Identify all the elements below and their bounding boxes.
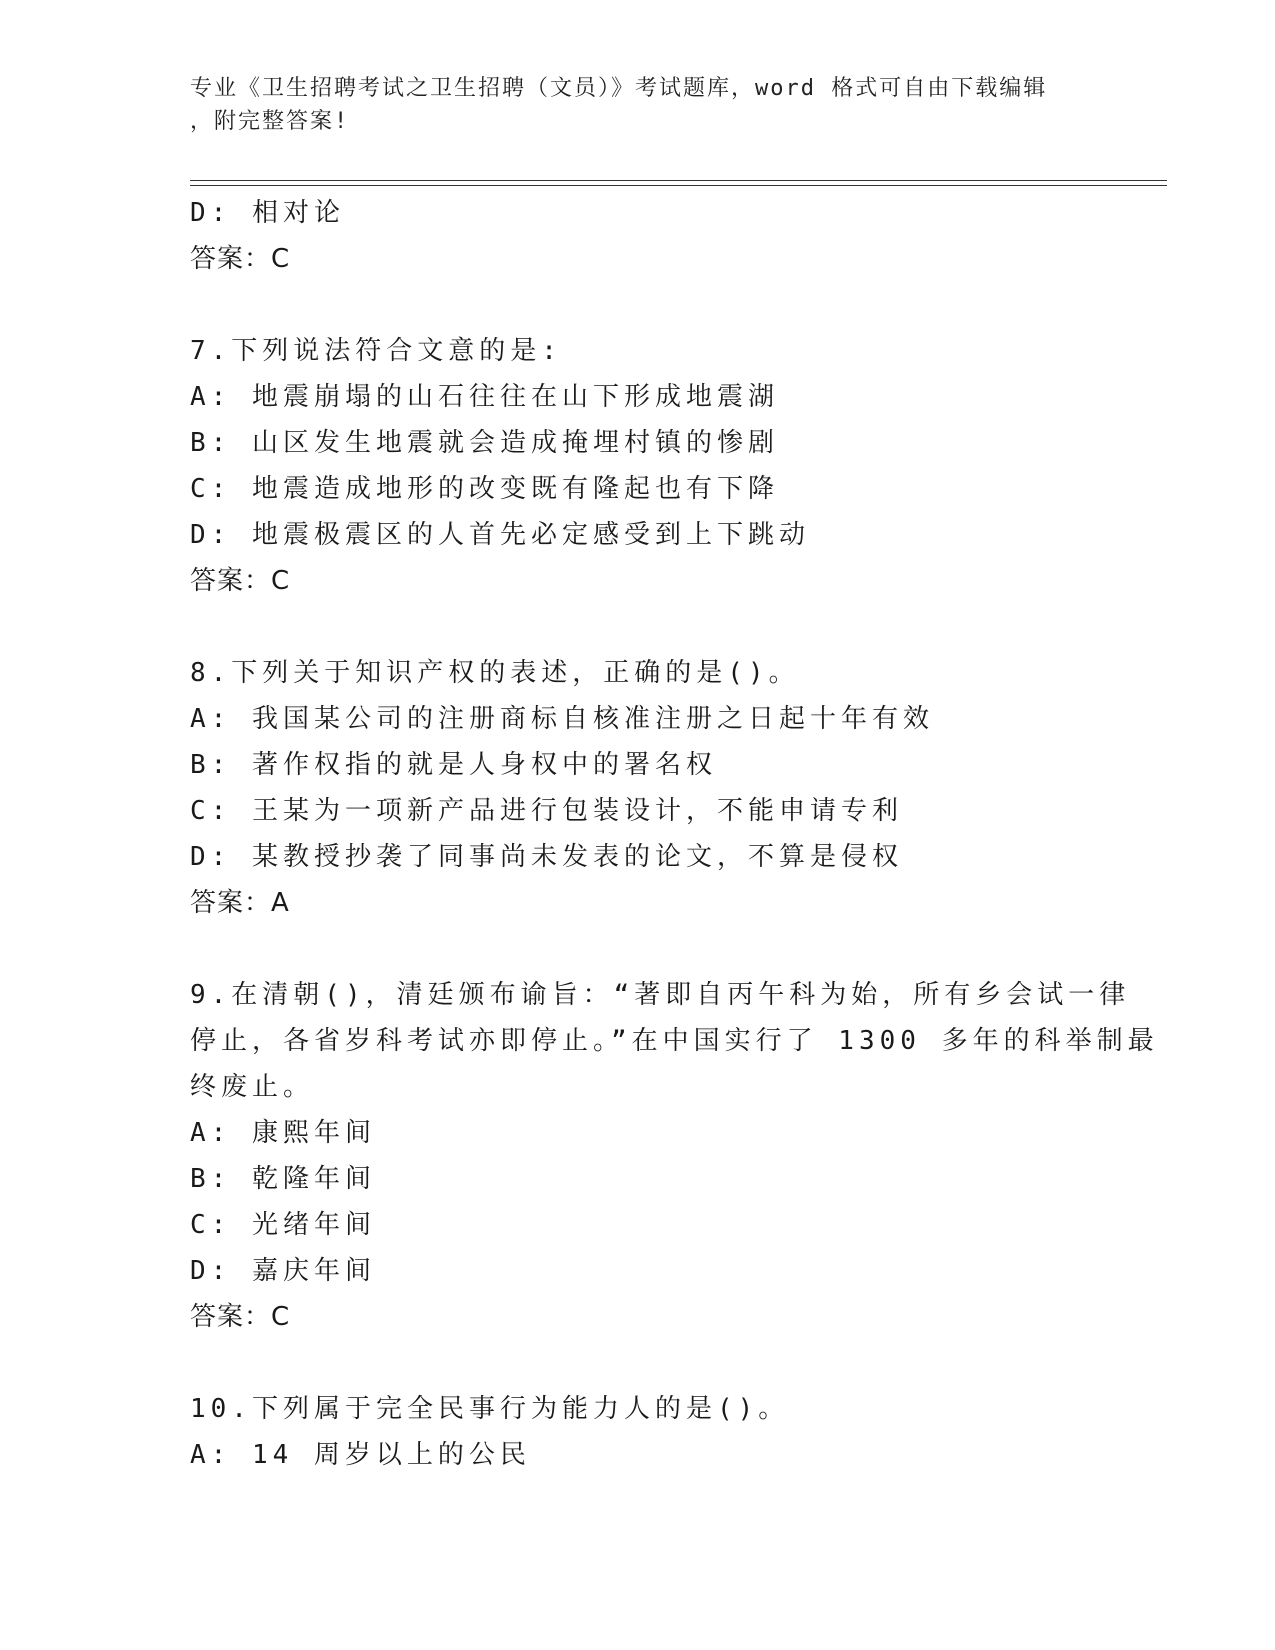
question-stem-line-3: 终废止。 [190,1072,315,1102]
question-6-tail [190,190,1110,282]
question-7 [190,328,1110,604]
spacer [190,282,1110,328]
question-10 [190,1386,1110,1478]
option-d: D: 地震极震区的人首先必定感受到上下跳动 [190,520,810,550]
question-stem: 10.下列属于完全民事行为能力人的是()。 [190,1394,790,1424]
answer: 答案：A [190,888,290,918]
spacer [190,1340,1110,1386]
header-divider-top [190,180,1167,181]
option-a: A: 14 周岁以上的公民 [190,1440,531,1470]
question-list [190,190,1159,1478]
header-line-2: ，附完整答案! [190,109,350,134]
question-9 [190,972,1159,1340]
question-stem: 7.下列说法符合文意的是: [190,336,562,366]
option-c: C: 地震造成地形的改变既有隆起也有下降 [190,474,779,504]
option-a: A: 地震崩塌的山石往往在山下形成地震湖 [190,382,779,412]
option-a: A: 康熙年间 [190,1118,376,1148]
answer: 答案：C [190,566,291,596]
question-stem: 8.下列关于知识产权的表述，正确的是()。 [190,658,800,688]
spacer [190,926,1110,972]
option-d: D: 某教授抄袭了同事尚未发表的论文，不算是侵权 [190,842,903,872]
option-c: C: 王某为一项新产品进行包装设计，不能申请专利 [190,796,903,826]
option-d: D: 嘉庆年间 [190,1256,376,1286]
option-b: B: 著作权指的就是人身权中的署名权 [190,750,717,780]
document-header [190,72,1090,138]
option-c: C: 光绪年间 [190,1210,376,1240]
option-b: B: 山区发生地震就会造成掩埋村镇的惨剧 [190,428,779,458]
question-stem-line-1: 9.在清朝()，清廷颁布谕旨：“著即自丙午科为始，所有乡会试一律 [190,980,1131,1010]
question-stem-line-2: 停止，各省岁科考试亦即停止。”在中国实行了 1300 多年的科举制最 [190,1026,1159,1056]
header-divider-bottom [190,185,1167,186]
option-d: D: 相对论 [190,198,345,228]
answer: 答案：C [190,1302,291,1332]
header-line-1: 专业《卫生招聘考试之卫生招聘（文员）》考试题库，word 格式可自由下载编辑 [190,76,1048,101]
option-a: A: 我国某公司的注册商标自核准注册之日起十年有效 [190,704,934,734]
option-b: B: 乾隆年间 [190,1164,376,1194]
answer: 答案：C [190,244,291,274]
spacer [190,604,1110,650]
question-8 [190,650,1110,926]
